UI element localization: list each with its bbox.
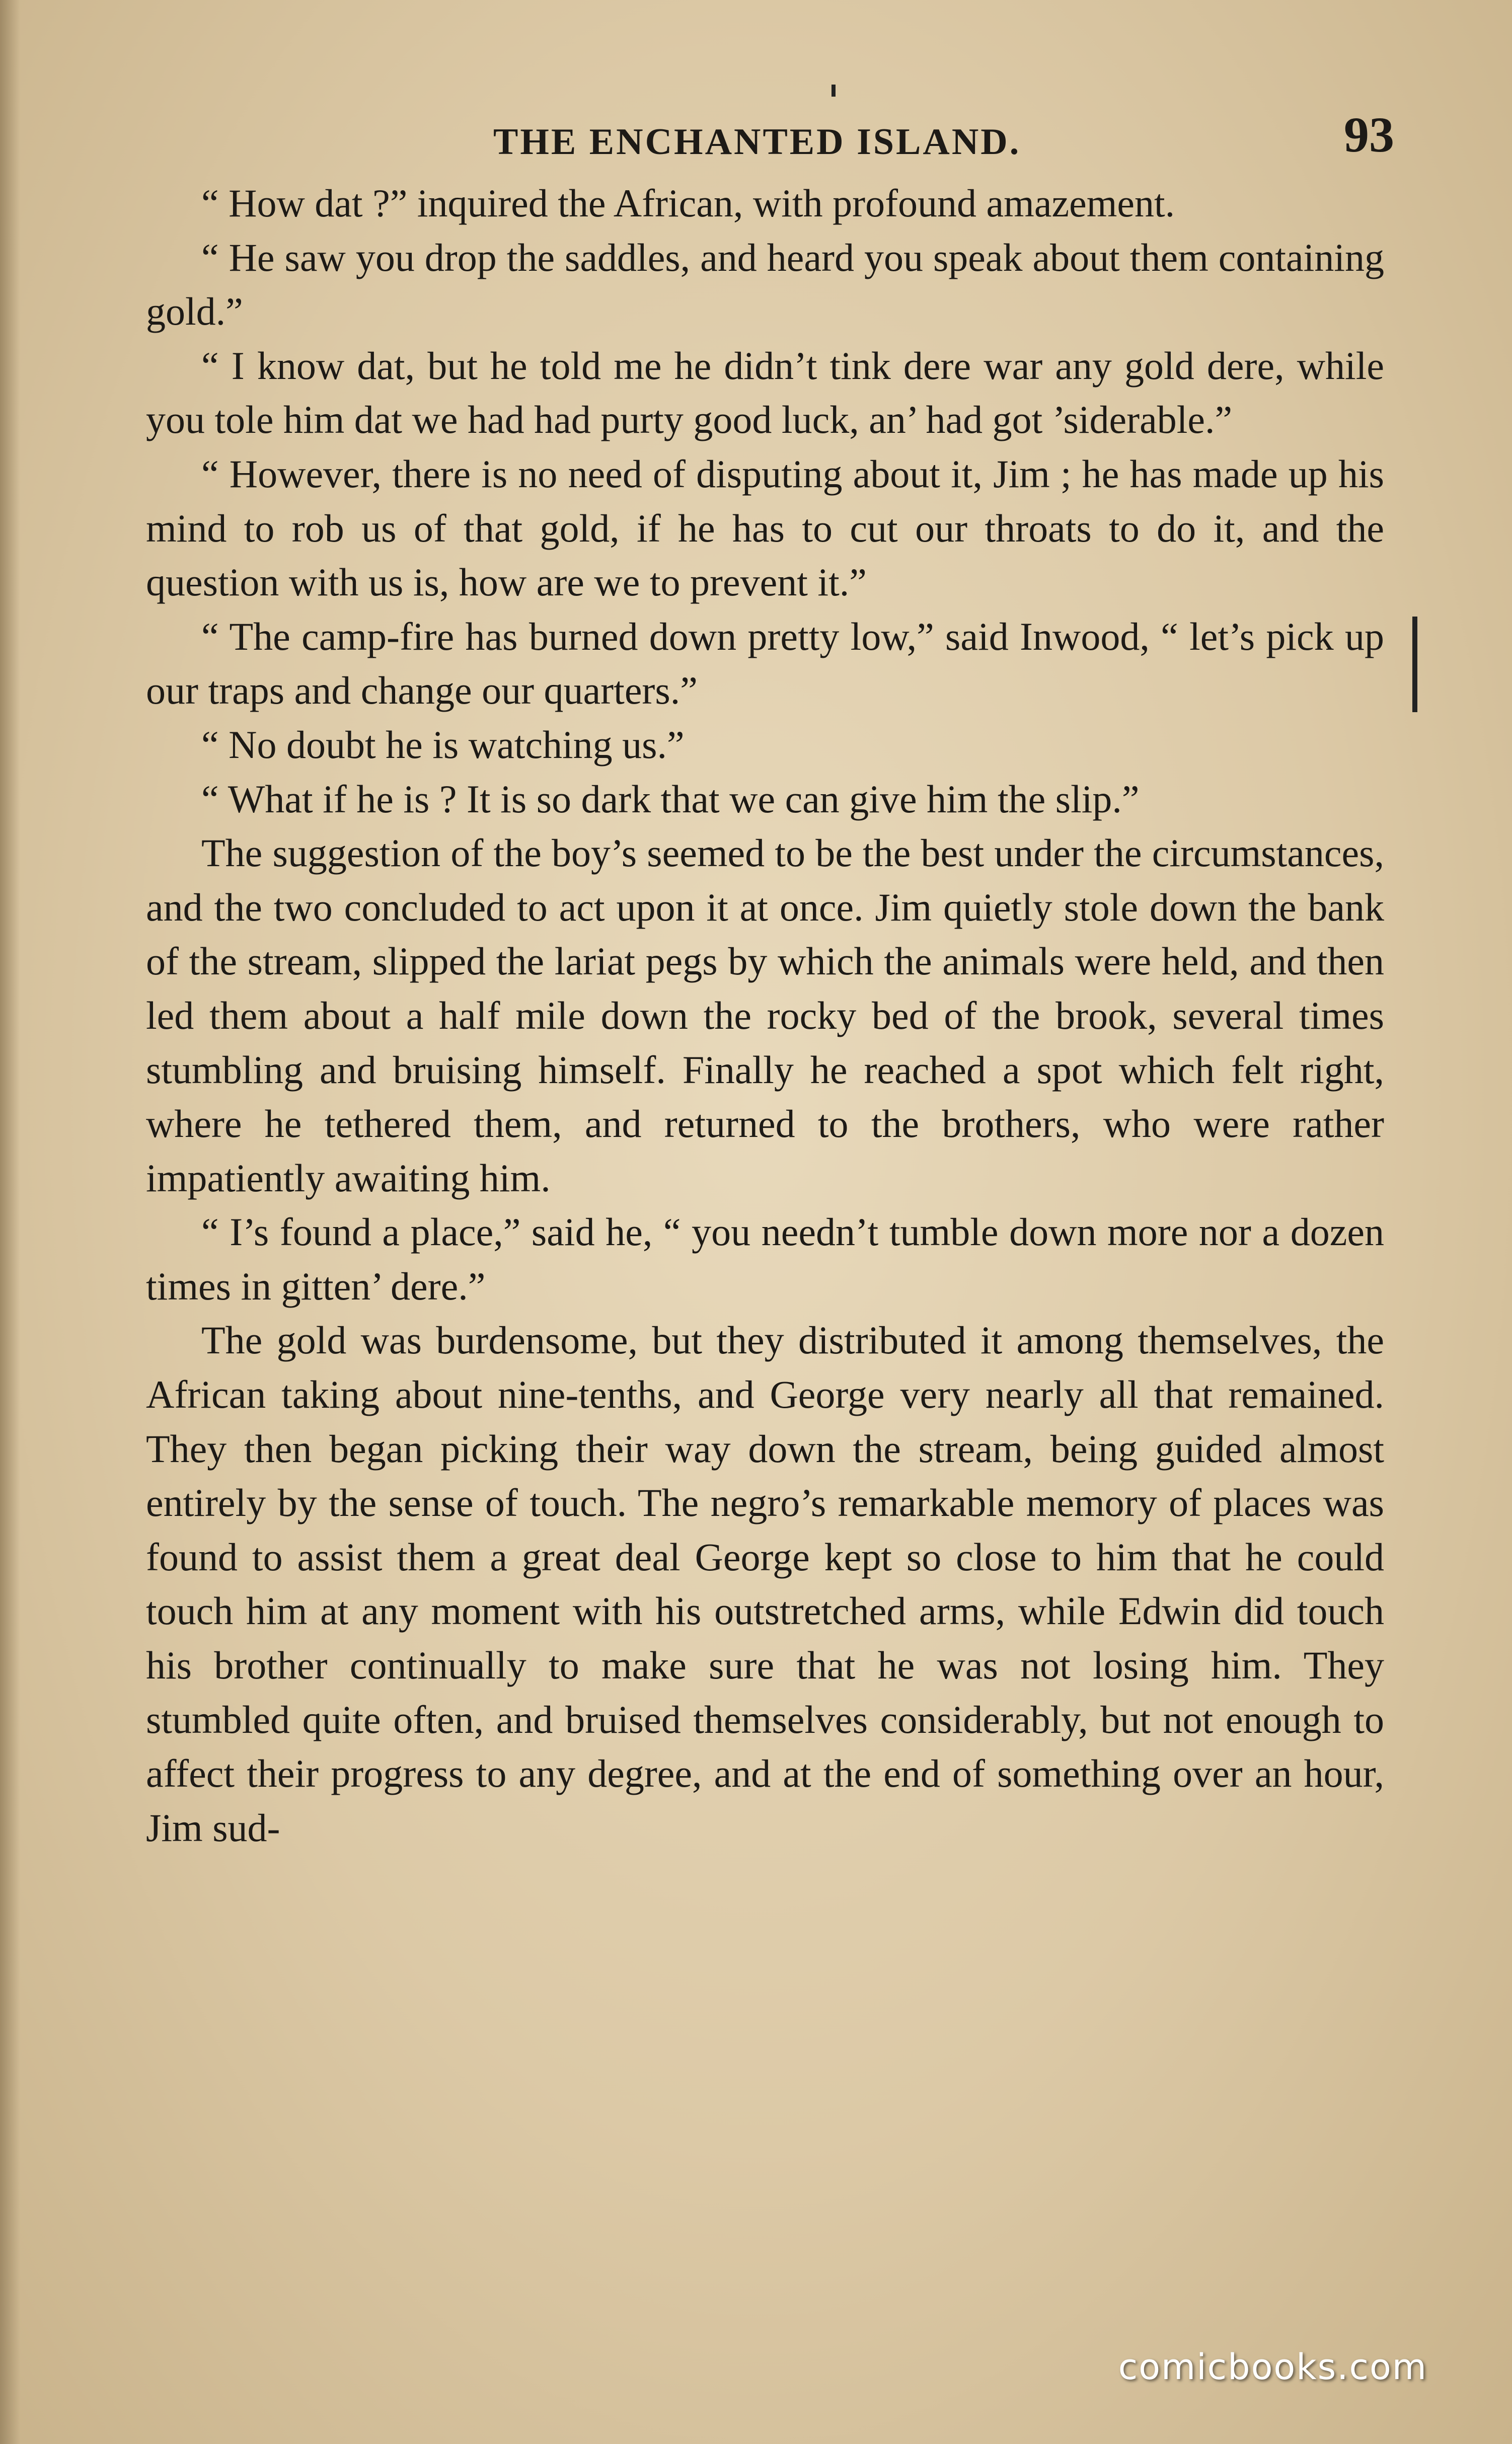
paragraph: “ What if he is ? It is so dark that we can give him the slip.” (201, 777, 1140, 821)
paragraph: “ He saw you drop the saddles, and heard you speak about them containing gold.” (146, 235, 1384, 334)
paragraph: “ However, there is no need of disputing about it, Jim ; he has made up his mind to rob us of that gold, if he has to cut our throats to do it, and the question with us is, how are we to prevent it.” (146, 451, 1384, 604)
paragraph: The suggestion of the boy’s seemed to be the best under the circumstances, and the two concluded to act upon it at once. Jim quietly stole down the bank of the stream, slipped the lariat pegs by which the animals were held, and then led them about a half mile down the rocky bed of the brook, several times stumbling and bruising himself. Finally he reached a spot which felt right, where he tethered them, and returned to the brothers, who were rather impatiently awaiting him. (146, 831, 1384, 1200)
paragraph: The gold was burdensome, but they distributed it among themselves, the African taking about nine-tenths, and George very nearly all that remained. They then began picking their way down the stream, being guided almost entirely by the sense of touch. The negro’s remarkable memory of places was found to assist them a great deal George kept so close to him that he could touch him at any moment with his outstretched arms, while Edwin did touch his brother continually to make sure that he was not losing him. They stumbled quite often, and bruised themselves considerably, but not enough to affect their progress to any degree, and at the end of something over an hour, Jim sud- (146, 1318, 1384, 1850)
margin-line (1412, 617, 1417, 712)
paragraph: “ How dat ?” inquired the African, with profound amazement. (201, 181, 1175, 225)
page-header (151, 106, 1394, 171)
paragraph: “ No doubt he is watching us.” (201, 722, 685, 767)
page-edge-shadow (0, 0, 20, 2444)
print-mark (831, 85, 836, 97)
body-text (146, 176, 1384, 1855)
paragraph: “ I know dat, but he told me he didn’t tink dere war any gold dere, while you tole him dat we had had purty good luck, an’ had got ’siderable.” (146, 343, 1384, 442)
paragraph: “ The camp-fire has burned down pretty low,” said Inwood, “ let’s pick up our traps and change our quarters.” (146, 614, 1384, 713)
running-title: THE ENCHANTED ISLAND. (493, 121, 1021, 163)
paragraph: “ I’s found a place,” said he, “ you needn’t tumble down more nor a dozen times in gitten’ dere.” (146, 1210, 1384, 1308)
page-number: 93 (1344, 107, 1394, 163)
watermark: comicbooks.com (1118, 2346, 1427, 2388)
